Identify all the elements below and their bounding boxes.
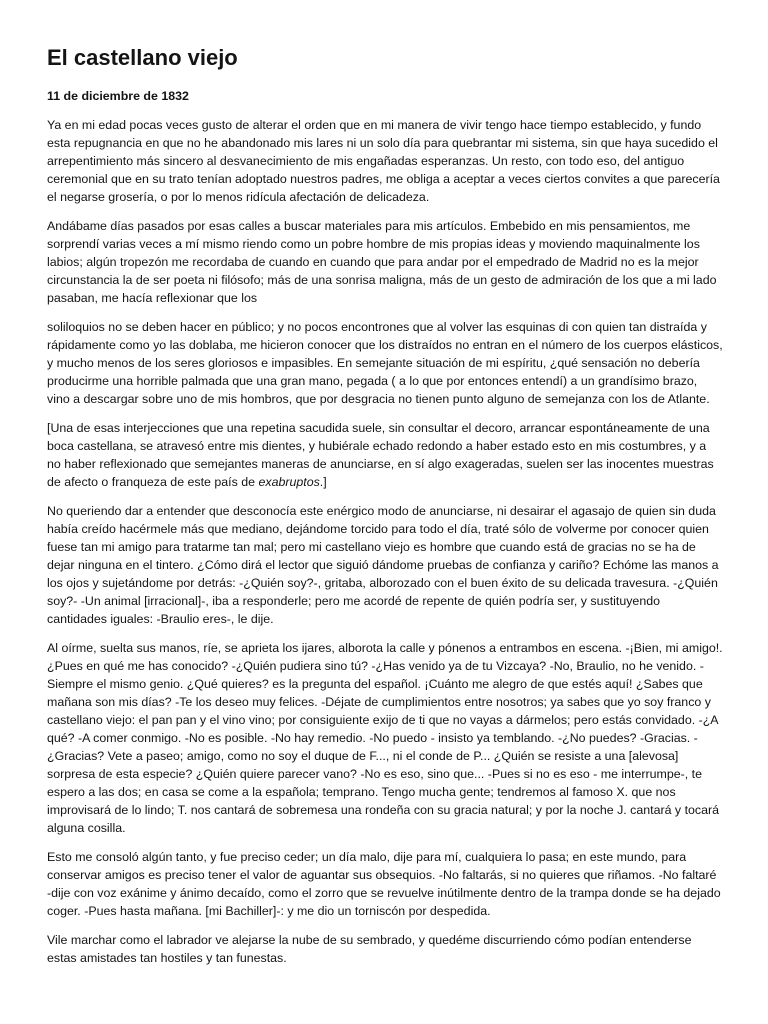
paragraph-8: Vile marchar como el labrador ve alejarse la nube de su sembrado, y quedéme discurriendo cómo podían entenderse estas amistades tan hostiles y tan funestas.	[47, 933, 692, 965]
document-page	[47, 44, 723, 978]
paragraph-7: Esto me consoló algún tanto, y fue preciso ceder; un día malo, dije para mí, cualquiera lo pasa; en este mundo, para conservar amigos es preciso tener el valor de aguantar sus obsequios. -No faltarás, si no quieres que riñamos. -No faltaré -dije con voz exánime y ánimo decaído, como el zorro que se revuelve inútilmente dentro de la trampa donde se ha dejado coger. -Pues hasta mañana. [mi Bachiller]-: y me dio un torniscón por despedida.	[47, 850, 721, 918]
paragraph-4-text: [Una de esas interjecciones que una repetina sacudida suele, sin consultar el decoro, arrancar espontáneamente de una boca castellana, se atravesó entre mis dientes, y hubiérale echado redondo a haber estado esto en mis costumbres, y a no haber reflexionado que semejantes maneras de anunciarse, en sí algo exageradas, suelen ser las inocentes muestras de afecto o franqueza de este país de	[47, 421, 714, 489]
document-title: El castellano viejo	[47, 45, 238, 70]
document-date: 11 de diciembre de 1832	[47, 89, 189, 103]
bracket-close: .]	[319, 475, 327, 489]
paragraph-2: Andábame días pasados por esas calles a buscar materiales para mis artículos. Embebido en mis pensamientos, me sorprendí varias veces a mí mismo riendo como un pobre hombre de mis propias ideas y moviendo maquinalmente los labios; algún tropezón me recordaba de cuando en cuando que para andar por el empedrado de Madrid no es la mejor circunstancia la de ser poeta ni filósofo; más de una sonrisa maligna, más de un gesto de admiración de los que a mi lado pasaban, me hacía reflexionar que los	[47, 219, 717, 305]
paragraph-1: Ya en mi edad pocas veces gusto de alterar el orden que en mi manera de vivir tengo hace tiempo establecido, y fundo esta repugnancia en que no he abandonado mis lares ni un solo día para quebrantar mi sistema, sin que haya sucedido el arrepentimiento más sincero al desvanecimiento de mis engañadas esperanzas. Un resto, con todo eso, del antiguo ceremonial que en su trato tenían adoptado nuestros padres, me obliga a aceptar a veces ciertos convites a que parecería el negarse grosería, o por lo menos ridícula afectación de delicadeza.	[47, 118, 720, 204]
paragraph-5: No queriendo dar a entender que desconocía este enérgico modo de anunciarse, ni desairar el agasajo de quien sin duda había creído hacérmele más que mediano, dejándome torcido para todo el día, traté sólo de volverme por conocer quien fuese tan mi amigo para tratarme tan mal; pero mi castellano viejo es hombre que cuando está de gracias no se ha de dejar ninguna en el tintero. ¿Cómo dirá el lector que siguió dándome pruebas de confianza y cariño? Echóme las manos a los ojos y sujetándome por detrás: -¿Quién soy?-, gritaba, alborozado con el buen éxito de su delicada travesura. -¿Quién soy?- -Un animal [irracional]-, iba a responderle; pero me acordé de repente de quién podría ser, y sustituyendo cantidades iguales: -Braulio eres-, le dije.	[47, 504, 719, 626]
italic-word: exabruptos	[258, 475, 320, 489]
paragraph-6: Al oírme, suelta sus manos, ríe, se aprieta los ijares, alborota la calle y pónenos a entrambos en escena. -¡Bien, mi amigo!. ¿Pues en qué me has conocido? -¿Quién pudiera sino tú? -¿Has venido ya de tu Vizcaya? -No, Braulio, no he venido. -Siempre el mismo genio. ¿Qué quieres? es la pregunta del español. ¡Cuánto me alegro de que estés aquí! ¿Sabes que mañana son mis días? -Te los deseo muy felices. -Déjate de cumplimientos entre nosotros; ya sabes que yo soy franco y castellano viejo: el pan pan y el vino vino; por consiguiente exijo de ti que no vayas a dármelos; pero estás convidado. -¿A qué? -A comer conmigo. -No es posible. -No hay remedio. -No puedo - insisto ya temblando. -¿No puedes? -Gracias. -¿Gracias? Vete a paseo; amigo, como no soy el duque de F..., ni el conde de P... ¿Quién se resiste a una [alevosa] sorpresa de esta especie? ¿Quién quiere parecer vano? -No es eso, sino que... -Pues si no es eso - me interrumpe-, te espero a las dos; en casa se come a la española; temprano. Tengo mucha gente; tendremos al famoso X. que nos improvisará de lo lindo; T. nos cantará de sobremesa una rondeña con su gracia natural; y por la noche J. cantará y tocará alguna cosilla.	[47, 641, 723, 835]
paragraph-3: soliloquios no se deben hacer en público; y no pocos encontrones que al volver las esquinas di con quien tan distraída y rápidamente como yo las doblaba, me hicieron conocer que los distraídos no entran en el número de los cuerpos elásticos, y mucho menos de los seres gloriosos e impasibles. En semejante situación de mi espíritu, ¿qué sensación no debería producirme una horrible palmada que una gran mano, pegada ( a lo que por entonces entendí) a un grandísimo brazo, vino a descargar sobre uno de mis hombros, que por desgracia no tienen punto alguno de semejanza con los de Atlante.	[47, 320, 723, 406]
paragraph-4	[47, 419, 723, 491]
